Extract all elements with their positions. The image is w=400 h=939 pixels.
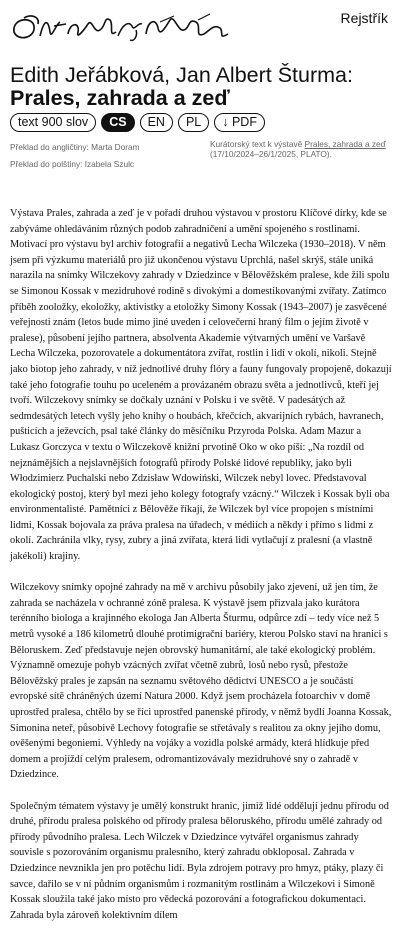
translation-en-credit: Překlad do angličtiny: Marta Doram bbox=[10, 142, 140, 152]
page-title bbox=[10, 64, 395, 110]
lang-en-button[interactable]: EN bbox=[140, 113, 173, 132]
body-paragraph-1: Výstava Prales, zahrada a zeď je v pořadí druhou výstavou v prostoru Klíčové dírky, kde se zabýváme ohledáváním různých podob zahradničení a umění spojeného s rostlinami. Motivací pro výstavu byl archiv fotografií a negativů Lecha Wilczeka (1930–2018). V něm jsem při výzkumu materiálů pro již ukončenou výstavu Uprchlá, našel skrýš, stále uniká narazila na snímky Wilczekovy zahrady v Dziedzince v Bělověžském pralese, kde žili spolu se Simonou Kossak v mezidruhové rodině s divokými a domestikovanými zvířaty. Zatímco příběh zooložky, ekoložky, aktivistky a etoložky Simony Kossak (1943–2007) je zasvěcené veřejnosti znám (letos bude mimo jiné uveden i celovečerní hraný film o jejím životě v pralese), působení jejího partnera, absolventa Akademie výtvarných umění ve Varšavě Lecha Wilczeka, pozorovatele a dokumentátora zvířat, rostlin i lidí v okolí, nikoli. Stejně jako biotop jeho zahrady, v níž jednotlivé druhy flóry a fauny fungovaly propojeně, dokazují také jeho fotografie touhu po uceleném a provázaném obrazu světa a jednotlivců, kteří jej tvoří. Wilczekovy snímky se dočkaly uznání v Polsku i ve světě. V padesátých až sedmdesátých letech vyšly jeho knihy o houbách, křečcích, akvarijních rybách, havranech, pušticích a ježevcích, psal také články do měsíčníku Przyroda Polska. Adam Mazur a Lukasz Gorczyca v textu o Wilczekově knižní prvotině Oko w oko píší: „Na rozdíl od nejznámějších a nejslavnějších fotografů přírody Polské lidové republiky, jako byli Włodzimierz Puchalski nebo Zdzisław Wdowiński, Wilczek nebyl lovec. Představoval ekologický postoj, který byl mezi jeho kolegy fotografy vzácný.“ Wilczek i Kossak byli oba environmentalisté. Pamětníci z Bělověže říkají, že Wilczek byl více propojen s místními lidmi, Kossak bojovala za práva pralesa na úřadech, v médiích a někdy i přímo s lidmi z okolí. Zachránila vlky, rysy, zubry a jiná zvířata, která lidi vytlačují z pralesní (a vlastně jakékoli) krajiny. bbox=[10, 208, 392, 563]
logo-signature bbox=[10, 12, 232, 46]
lang-pl-button[interactable]: PL bbox=[178, 113, 209, 132]
body-paragraph-3: Společným tématem výstavy je umělý konstrukt hranic, jimiž lidé oddělují jednu přírodu od druhé, přírodu pralesa polského od přírody pralesa běloruského, přírodu umělé zahrady od přírody původního pralesa. Lech Wilczek v Dziedzince vytvářel organismus zahrady souvisle s pozorováním organismu pralesního, který zahradu obkloposal. Zahrada v Dziedzince nevznikla jen pro potěchu lidí. Byla zdrojem potravy pro hmyz, ptáky, plazy či savce, dařilo se v ní půdním organismům i rozmanitým rostlinám a Wilczekovi i Simoně Kossak sloužila také jako místo pro vědecká pozorování a fotografickou dokumentaci. Zahrada byla zároveň kolektivním dílem bbox=[10, 800, 389, 921]
title-authors: Edith Jeřábková, Jan Albert Šturma: bbox=[10, 63, 353, 87]
pdf-download-button[interactable]: ↓ PDF bbox=[214, 113, 265, 132]
article-body bbox=[10, 206, 392, 939]
curatorial-prefix: Kurátorský text k výstavě bbox=[210, 139, 305, 149]
curatorial-suffix: (17/10/2024–26/1/2025, PLATO). bbox=[210, 149, 332, 159]
text-length-badge: text 900 slov bbox=[10, 113, 96, 132]
translation-credits bbox=[10, 139, 140, 173]
body-paragraph-2: Wilczekovy snímky opojné zahrady na mě v archivu působily jako zjevení, už jen tím, že zahrada se nacházela v ochranné zóně pralesa. K výstavě jsem přizvala jako kurátora terénního biologa a krajinného ekologa Jan Alberta Šturmu, odpůrce zdí – tedy více než 5 metrů vysoké a 186 kilometrů dlouhé protimigrační bariéry, kterou Polsko staví na hranici s Běloruskem. Zeď představuje nejen obrovský humanitární, ale také ekologický problém. Významně omezuje pohyb vzácných zvířat včetně zubrů, losů nebo rysů, přestože Bělověžský prales je zapsán na seznamu světového dědictví UNESCO a je součástí evropské sítě chráněných území Natura 2000. Když jsem procházela fotoarchiv v domě uprostřed pralesa, chtělo by se říci uprostřed panenské přírody, v němž bydlí Joanna Kossak, Simonina neteř, působivě Lechovy fotografie se střetávaly s realitou za okny jejího domu, ověšenými begoniemi. Výhledy na vojáky a vozidla polské armády, která hlídkuje před domem a projíždí celým pralesem, odromantizovávaly mezidruhové sny o zahradě v Dziedzince. bbox=[10, 582, 392, 781]
index-link[interactable]: Rejstřík bbox=[340, 10, 388, 26]
curatorial-note bbox=[210, 139, 395, 159]
badge-row bbox=[10, 113, 265, 132]
translation-pl-credit: Překlad do polštiny: Izabela Szulc bbox=[10, 159, 135, 169]
title-work: Prales, zahrada a zeď bbox=[10, 86, 230, 110]
exhibition-link[interactable]: Prales, zahrada a zeď bbox=[304, 139, 386, 149]
lang-cs-button[interactable]: CS bbox=[101, 113, 134, 132]
